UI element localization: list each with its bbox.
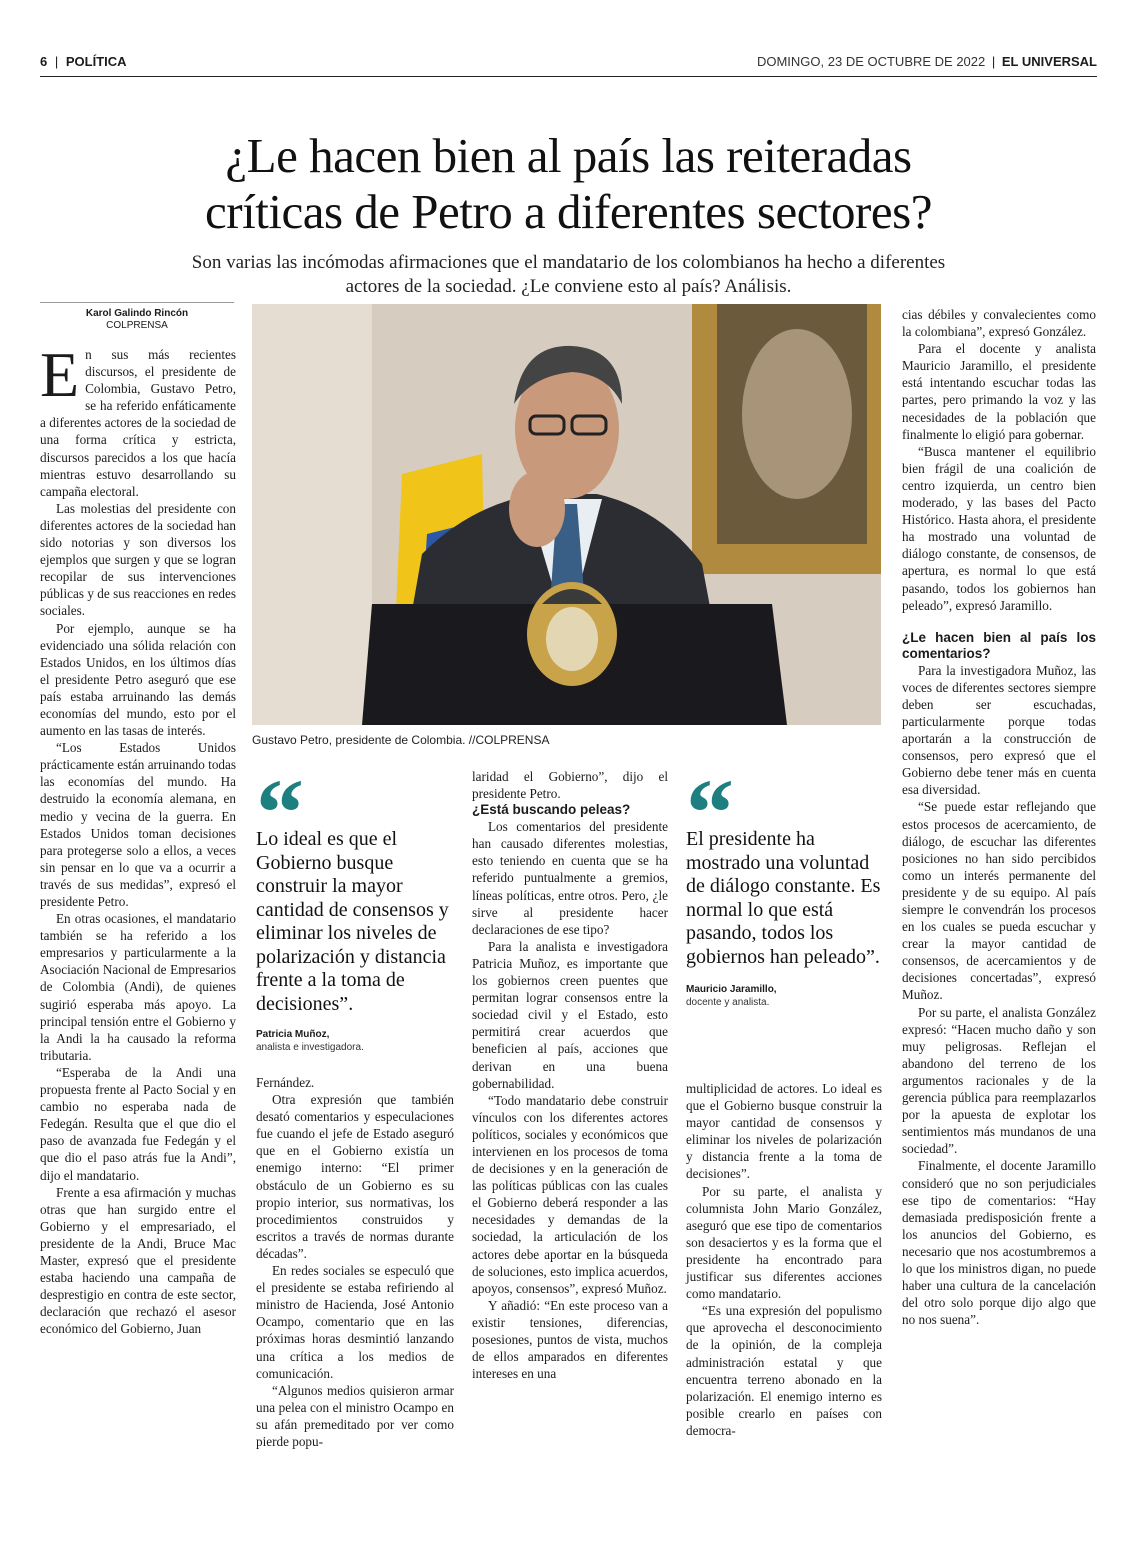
article-column-3: [472, 768, 668, 1382]
article-column-2: [256, 1074, 454, 1450]
petro-photo: [252, 304, 881, 725]
paragraph: En redes sociales se especuló que el presidente se estaba refiriendo al ministro de Hacienda, José Antonio Ocampo, comentario que en las próximas horas desmintió lanzando una crítica a los medios de comunicación.: [256, 1263, 454, 1381]
byline-rule: [40, 302, 234, 303]
pull-quote-author: Mauricio Jaramillo,: [686, 984, 777, 995]
paragraph: Los comentarios del presidente han causado diferentes molestias, esto teniendo en cuenta que se ha referido puntualmente a gremios, líneas políticas, entre otros. Pero, ¿le sirve al presidente hacer declaraciones de ese tipo?: [472, 819, 668, 937]
headline-line-1: ¿Le hacen bien al país las reiteradas: [225, 128, 912, 183]
article-column-1: [40, 339, 236, 1337]
header-rule: [40, 76, 1097, 77]
paragraph: Por su parte, el analista y columnista John Mario González, aseguró que ese tipo de comentarios son desaciertos y es la forma que el presidente ha encontrado para justificar sus diferentes acciones como mandatario.: [686, 1183, 882, 1302]
paragraph: Finalmente, el docente Jaramillo consideró que no son perjudiciales ese tipo de comentarios: “Hay demasiada predisposición frente a los anuncios del Gobierno, es necesario que nos acostumbremos a lo que los ministros digan, no puede haber una cultura de la cancelación del otro solo porque dijo algo que no nos suena”.: [902, 1158, 1096, 1328]
paragraph: “Busca mantener el equilibrio bien frágil de una coalición de centro izquierda, un centro bien moderado, y las bases del Pacto Histórico. Hasta ahora, el presidente ha mostrado una voluntad de diálogo constante, de consensos, de apertura, es normal lo que está pasando, todos los gobiernos han peleado”, expresó Jaramillo.: [902, 443, 1096, 613]
deck: [120, 251, 1017, 299]
byline-author: Karol Galindo Rincón: [85, 308, 189, 319]
masthead-info: DOMINGO, 23 DE OCTUBRE DE 2022 | EL UNIVERSAL: [756, 54, 1097, 69]
headline-line-2: críticas de Petro a diferentes sectores?: [205, 184, 932, 239]
pull-quote-role: docente y analista.: [686, 997, 770, 1008]
pull-quote-2: [686, 778, 884, 1009]
paragraph: Para la investigadora Muñoz, las voces de diferentes sectores siempre deben ser escuchadas, particularmente porque todas aportarán a la construcción de consensos, pero expresó que el Gobierno debe tener más en cuenta esa diversidad.: [902, 662, 1096, 798]
drop-cap: E: [40, 339, 80, 410]
byline-agency: COLPRENSA: [106, 320, 168, 331]
deck-line-1: Son varias las incómodas afirmaciones que el mandatario de los colombianos ha hecho a diferentes: [191, 252, 946, 273]
paragraph: Las molestias del presidente con diferentes actores de la sociedad han sido notorias y son diversos los ejemplos que surgen y que se logran recopilar de sus intervenciones públicas y de sus reacciones en redes sociales.: [40, 500, 236, 619]
paragraph: Fernández.: [256, 1075, 315, 1090]
paragraph: Por su parte, el analista González expresó: “Hacen mucho daño y son muy peligrosas. Reflejan el abandono del terreno de los argumentos racionales y de la gerencia pública para reemplazarlos por la apuesta de explotar los sentimientos más mundanos de una sociedad”.: [902, 1004, 1096, 1157]
article-column-5: [902, 306, 1096, 1328]
quote-mark-icon: [256, 778, 456, 828]
deck-line-2: actores de la sociedad. ¿Le conviene esto al país? Análisis.: [345, 276, 792, 297]
paragraph: “Algunos medios quisieron armar una pelea con el ministro Ocampo en su afán premeditado por ver como pierde popu-: [256, 1382, 454, 1449]
pull-quote-text: Lo ideal es que el Gobierno busque construir la mayor cantidad de consensos y eliminar los niveles de polarización y distancia frente a la toma de decisiones”.: [256, 828, 449, 1015]
paragraph: multiplicidad de actores. Lo ideal es que el Gobierno busque construir la mayor cantidad de consensos y eliminar los niveles de polarización y distancia frente a la toma de decisiones”.: [686, 1081, 882, 1182]
headline: [20, 128, 1117, 240]
paragraph: Y añadió: “En este proceso van a existir tensiones, diferencias, posesiones, puntos de vista, muchos de ellos amparados en diferentes intereses en una: [472, 1297, 668, 1382]
paragraph: “Esperaba de la Andi una propuesta frente al Pacto Social y en cambio no esperaba nada de Fedegán. Resulta que el que dio el paso de avanzada fue Fedegán y el que dio el paso atrás fue la Andi”, dijo el mandatario.: [40, 1064, 236, 1183]
page-number: 6: [40, 54, 48, 69]
newspaper-name: EL UNIVERSAL: [1001, 54, 1097, 69]
quote-mark-icon: [686, 778, 884, 828]
paragraph: “Los Estados Unidos prácticamente están arruinando todas las economías del mundo. Ha destruido la economía alemana, en medio y vecina de la guerra. En Estados Unidos toman decisiones para protegerse solo a ellos, a veces sin pensar en lo que va a ocurrir a través de sus medidas”, expresó el presidente Petro.: [40, 740, 236, 909]
article-column-4: [686, 1080, 882, 1439]
page-section-label: 6 | POLÍTICA: [40, 54, 127, 69]
byline: [40, 308, 234, 332]
subheading: ¿Le hacen bien al país los comentarios?: [902, 629, 1096, 661]
paragraph: En otras ocasiones, el mandatario también se ha referido a los empresarios y particularmente a la Asociación Nacional de Empresarios de Colombia (Andi), de quienes sugirió esperaba más apoyo. La principal tensión entre el Gobierno y la Andi la ha causado la reforma tributaria.: [40, 911, 236, 1063]
photo-illustration: [252, 304, 881, 725]
pull-quote-text: El presidente ha mostrado una voluntad de diálogo constante. Es normal lo que está pasando, todos los gobiernos han peleado”.: [686, 828, 881, 968]
photo-caption: Gustavo Petro, presidente de Colombia. //COLPRENSA: [252, 733, 550, 747]
paragraph: cias débiles y convalecientes como la colombiana”, expresó González.: [902, 307, 1096, 340]
section-name: POLÍTICA: [65, 54, 127, 69]
paragraph: Otra expresión que también desató comentarios y especulaciones fue cuando el jefe de Estado aseguró que en el Gobierno existía un enemigo interno: “El primer obstáculo de un Gobierno es su propio interior, sus normativas, los procedimientos construidos y escritos a través de normas durante décadas”.: [256, 1092, 454, 1261]
pull-quote-1: [256, 778, 456, 1054]
paragraph: “Todo mandatario debe construir vínculos con los diferentes actores políticos, sociales y económicos que intervienen en los procesos de toma de decisiones y en la generación de las políticas públicas con las cuales el Gobierno deberá responder a las necesidades y demandas de la sociedad, la articulación de los actores debe aportar en la búsqueda de soluciones, esto implica acuerdos, apoyos, consensos”, expresó Muñoz.: [472, 1092, 668, 1296]
paragraph: laridad el Gobierno”, dijo el presidente Petro.: [472, 769, 668, 802]
issue-date: DOMINGO, 23 DE OCTUBRE DE 2022: [756, 54, 986, 69]
pull-quote-role: analista e investigadora.: [256, 1042, 364, 1053]
paragraph: Por ejemplo, aunque se ha evidenciado una sólida relación con Estados Unidos, en los últimos días el presidente Petro aseguró que ese país estaba arruinando las demás economías del mundo, esto por el aumento en las tasas de interés.: [40, 620, 236, 739]
paragraph: Para la analista e investigadora Patricia Muñoz, es importante que los gobiernos creen puentes que permitan lograr consensos entre la sociedad civil y el Estado, esto permitirá crear acuerdos que beneficien al país, acciones que derivan en una buena gobernabilidad.: [472, 938, 668, 1091]
paragraph: “Se puede estar reflejando que estos procesos de acercamiento, de diálogo, de escuchar las diferentes posiciones no han sido percibidos como un interés permanente del presidente y de su equipo. Al país siempre le convendrán los procesos en los cuales se pueda escuchar y crear la mayor cantidad de consensos, de acercamientos y de decisiones concertadas”, expresó Muñoz.: [902, 799, 1096, 1003]
pull-quote-author: Patricia Muñoz,: [256, 1029, 330, 1040]
paragraph: Frente a esa afirmación y muchas otras que han surgido entre el Gobierno y el empresariado, el presidente de la Andi, Bruce Mac Master, expresó que el presidente estaba haciendo una campaña de desprestigio en contra de este sector, declaración que rechazó el asesor económico del Gobierno, Juan: [40, 1184, 236, 1337]
paragraph: “Es una expresión del populismo que aprovecha el desconocimiento de la opinión, de la compleja administración estatal y que encuentra terreno abonado en la polarización. El enemigo interno es posible crearlo en países con democra-: [686, 1303, 882, 1438]
lead-paragraph: En sus más recientes discursos, el presidente de Colombia, Gustavo Petro, se ha referido enfáticamente a diferentes actores de la sociedad de una forma crítica y estricta, discursos parecidos a los que hacía mientras estuvo desarrollando su campaña electoral.: [40, 339, 236, 499]
paragraph: Para el docente y analista Mauricio Jaramillo, el presidente está intentando escuchar todas las partes, pero primando la voz y las necesidades de la población que finalmente lo eligió para gobernar.: [902, 341, 1096, 442]
subheading: ¿Está buscando peleas?: [472, 802, 631, 818]
